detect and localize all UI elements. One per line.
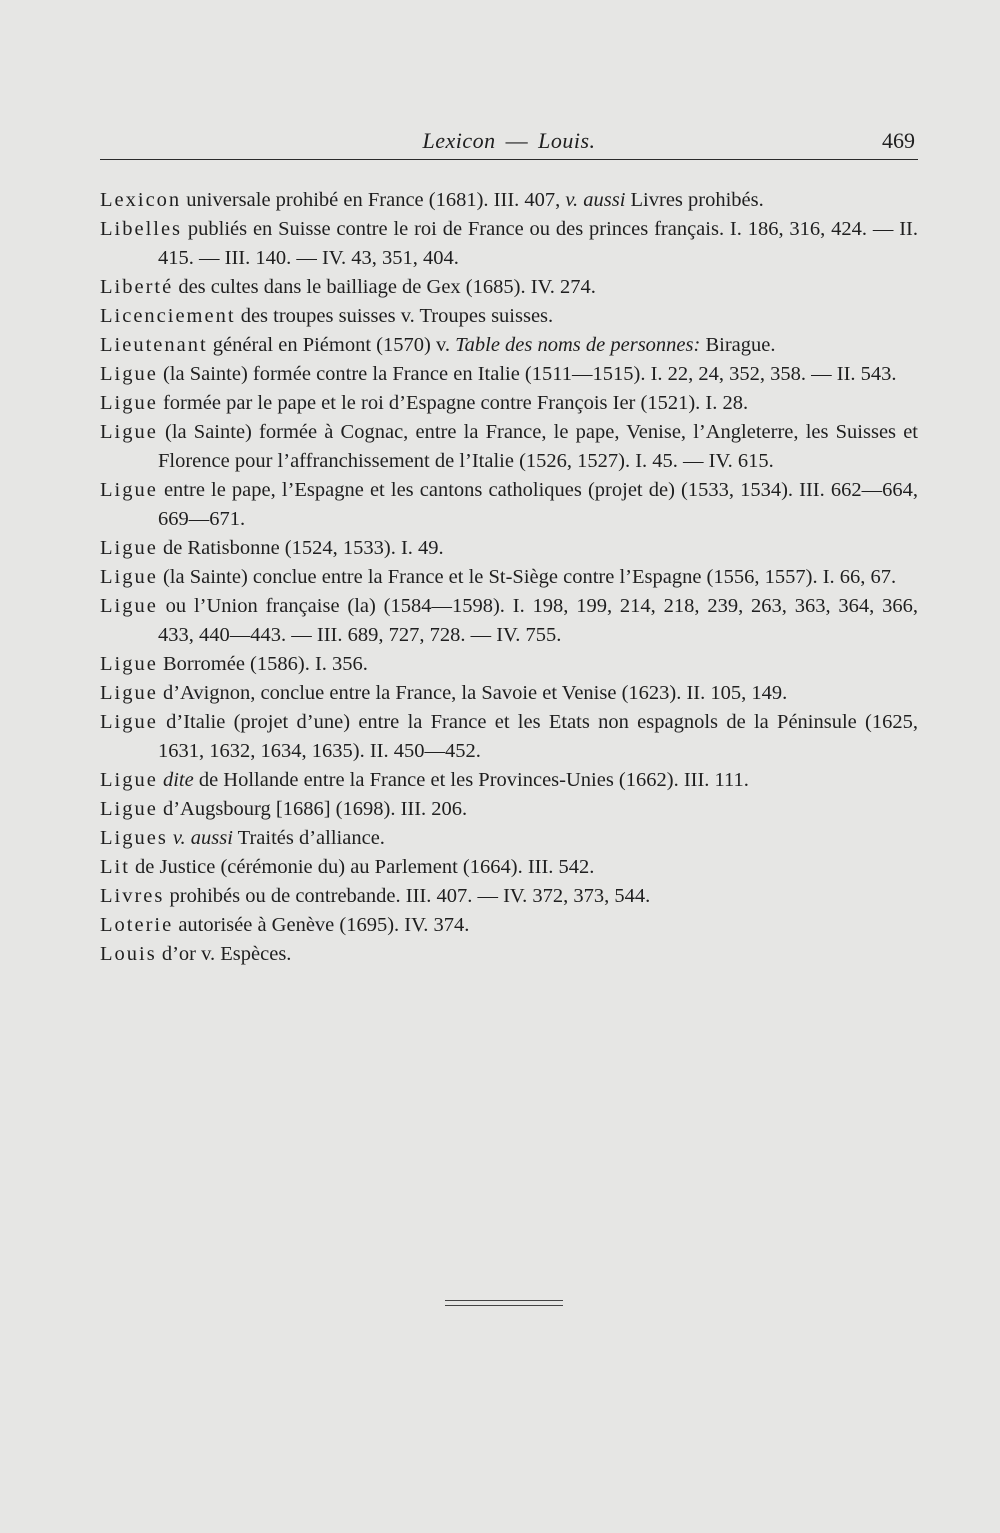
entry-headword: Ligue [100, 798, 158, 820]
entry-italic-text: v. aussi [565, 189, 626, 211]
entry-headword: Ligue [100, 363, 158, 385]
entry-headword: Ligue [100, 653, 158, 675]
index-entry [100, 186, 918, 215]
entry-headword: Ligue [100, 711, 158, 733]
entry-text: prohibés ou de contrebande. III. 407. — IV. 372, 373, 544. [164, 885, 651, 907]
entry-text: général en Piémont (1570) v. [207, 334, 456, 356]
entry-text: (la Sainte) formée contre la France en Italie (1511—1515). I. 22, 24, 352, 358. — II. 543. [157, 363, 897, 385]
entry-headword: Licenciement [100, 305, 236, 327]
index-entry [100, 389, 918, 418]
entry-text: des cultes dans le bailliage de Gex (1685). IV. 274. [173, 276, 596, 298]
index-entry [100, 563, 918, 592]
index-entry [100, 824, 918, 853]
entry-headword: Ligue [100, 682, 158, 704]
index-entry [100, 911, 918, 940]
entry-text-tail: Livres prohibés. [625, 189, 764, 211]
entry-headword: Ligue [100, 769, 158, 791]
index-entry [100, 708, 918, 766]
entry-text: de Ratisbonne (1524, 1533). I. 49. [157, 537, 444, 559]
index-entry [100, 679, 918, 708]
entry-text: formée par le pape et le roi d’Espagne contre François Ier (1521). I. 28. [157, 392, 749, 414]
running-title-right: Louis. [538, 128, 596, 153]
entry-text: entre le pape, l’Espagne et les cantons catholiques (projet de) (1533, 1534). III. 662—664, 669—671. [157, 479, 918, 530]
entry-headword: Ligue [100, 421, 158, 443]
entry-headword: Liberté [100, 276, 174, 298]
index-entry [100, 534, 918, 563]
entry-text-tail: de Hollande entre la France et les Provinces-Unies (1662). III. 111. [193, 769, 749, 791]
entry-headword: Lit [100, 856, 130, 878]
index-entry [100, 360, 918, 389]
entry-headword: Louis [100, 943, 157, 965]
index-entry [100, 273, 918, 302]
index-entry [100, 302, 918, 331]
running-header [100, 126, 918, 160]
index-entry [100, 476, 918, 534]
entry-headword: Lexicon [100, 189, 182, 211]
running-title-left: Lexicon [422, 128, 496, 153]
entry-text-tail: Traités d’alliance. [232, 827, 385, 849]
entry-headword: Ligue [100, 566, 158, 588]
entry-headword: Ligue [100, 479, 158, 501]
header-rule [100, 159, 918, 160]
index-entry [100, 766, 918, 795]
entry-headword: Loterie [100, 914, 174, 936]
entry-text: ou l’Union française (la) (1584—1598). I. 198, 199, 214, 218, 239, 263, 363, 364, 366, 433, 440—443. — III. 689, 727, 728. — IV. 755. [157, 595, 918, 646]
page-number: 469 [882, 128, 915, 153]
entry-italic-text: Table des noms de personnes: [455, 334, 701, 356]
entry-italic-text: dite [162, 769, 194, 791]
entry-text: d’Avignon, conclue entre la France, la Savoie et Venise (1623). II. 105, 149. [157, 682, 788, 704]
entry-headword: Livres [100, 885, 165, 907]
entry-text: de Justice (cérémonie du) au Parlement (1664). III. 542. [129, 856, 595, 878]
entry-italic-text: v. aussi [172, 827, 233, 849]
running-title-dash: — [505, 128, 529, 153]
index-entry [100, 853, 918, 882]
entry-text: publiés en Suisse contre le roi de France ou des princes français. I. 186, 316, 424. — II. 415. — III. 140. — IV. 43, 351, 404. [158, 218, 918, 269]
index-entry [100, 331, 918, 360]
index-entry [100, 882, 918, 911]
entry-text: universale prohibé en France (1681). III. 407, [181, 189, 566, 211]
entry-text: autorisée à Genève (1695). IV. 374. [173, 914, 470, 936]
entry-headword: Ligue [100, 392, 158, 414]
index-entry [100, 592, 918, 650]
entry-text: d’Augsbourg [1686] (1698). III. 206. [157, 798, 468, 820]
running-title [100, 128, 918, 154]
entry-text: (la Sainte) formée à Cognac, entre la France, le pape, Venise, l’Angleterre, les Suisses et Florence pour l’affranchissement de l’Italie (1526, 1527). I. 45. — IV. 615. [157, 421, 918, 472]
entry-text: d’or v. Espèces. [156, 943, 292, 965]
entry-headword: Lieutenant [100, 334, 208, 356]
entry-headword: Ligue [100, 537, 158, 559]
index-entries [100, 186, 918, 969]
index-entry [100, 650, 918, 679]
end-ornament-rule [445, 1300, 563, 1306]
index-entry [100, 795, 918, 824]
index-entry [100, 940, 918, 969]
entry-text: Borromée (1586). I. 356. [157, 653, 368, 675]
entry-text-tail: Birague. [700, 334, 776, 356]
entry-headword: Ligue [100, 595, 158, 617]
index-entry [100, 418, 918, 476]
index-entry [100, 215, 918, 273]
entry-headword: Libelles [100, 218, 183, 240]
entry-headword: Ligues [100, 827, 168, 849]
entry-text: d’Italie (projet d’une) entre la France et les Etats non espagnols de la Péninsule (1625, 1631, 1632, 1634, 1635). II. 450—452. [157, 711, 918, 762]
entry-text: (la Sainte) conclue entre la France et le St-Siège contre l’Espagne (1556, 1557). I. 66, 67. [157, 566, 897, 588]
entry-text: des troupes suisses v. Troupes suisses. [235, 305, 554, 327]
